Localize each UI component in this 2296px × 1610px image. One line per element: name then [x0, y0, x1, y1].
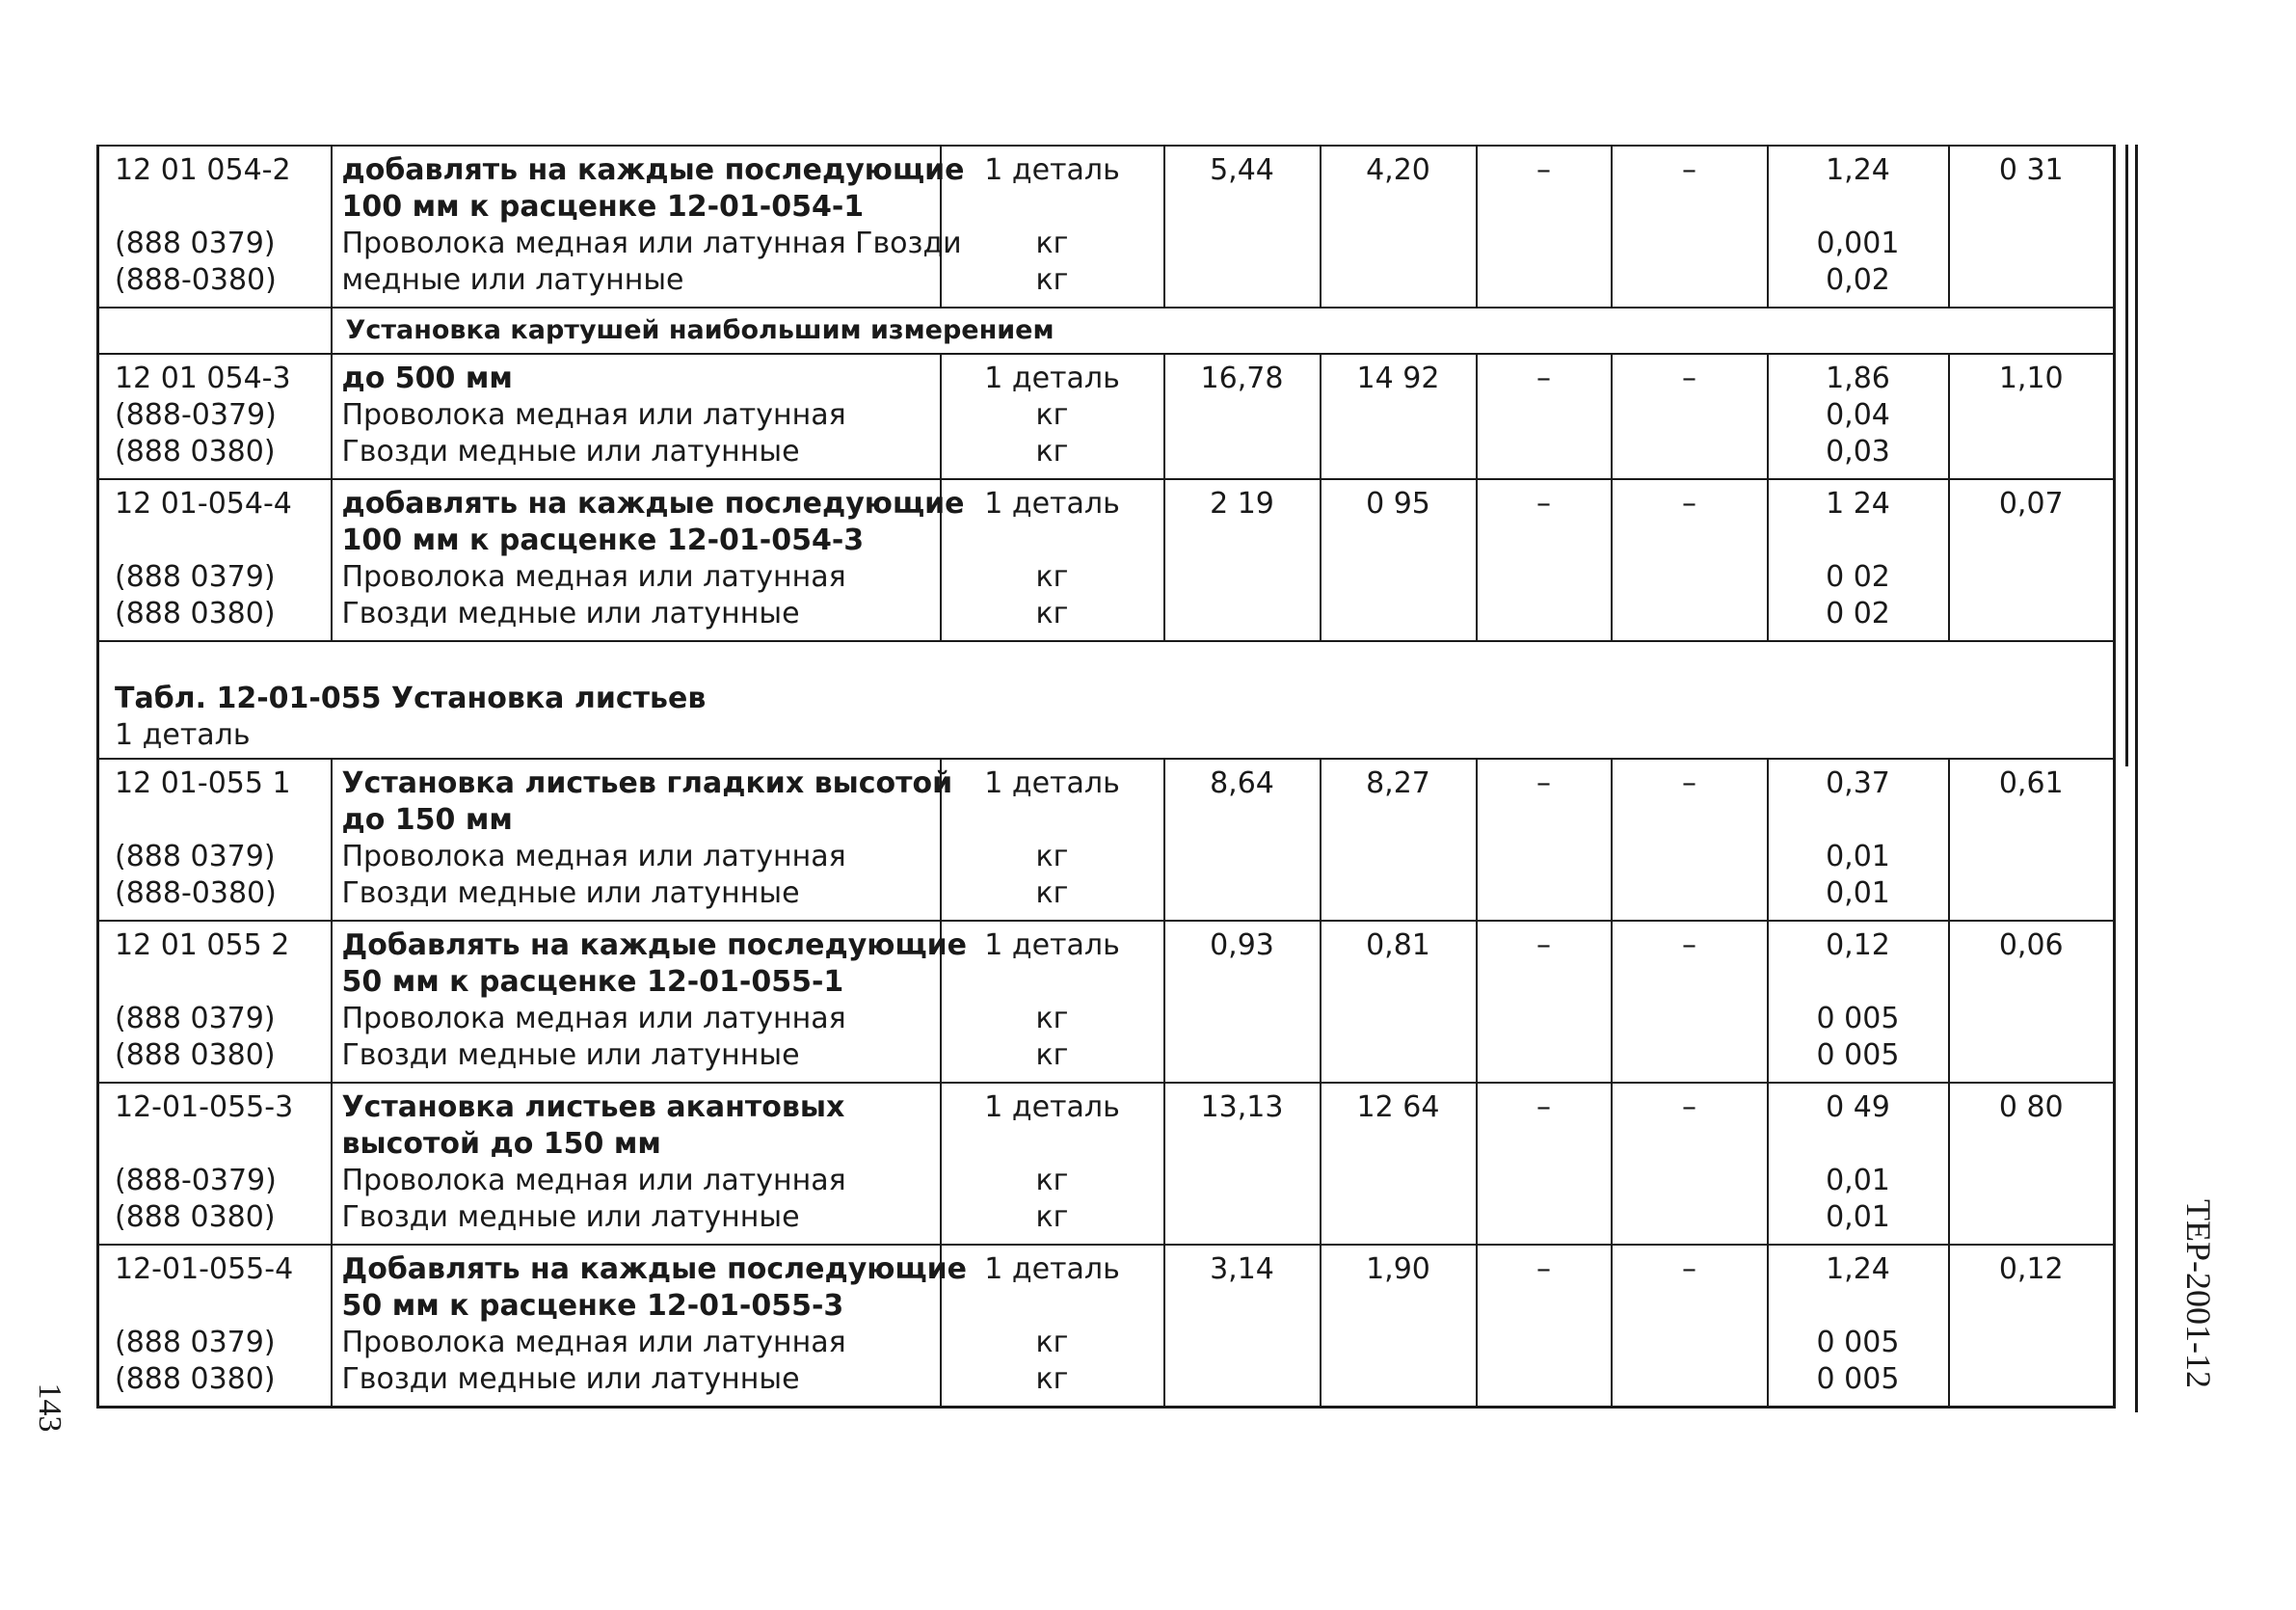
unit-cell-line [951, 523, 1154, 559]
value-cell-c5 [1768, 921, 1949, 1083]
code-cell [98, 354, 332, 479]
code-cell-line [115, 802, 321, 839]
value-cell-c3 [1477, 354, 1612, 479]
description-cell-line: Гвозди медные или латунные [341, 876, 800, 910]
value-cell-c1-line: 3,14 [1210, 1252, 1274, 1286]
value-cell-c1 [1164, 479, 1321, 641]
value-cell-c5-line [1778, 523, 1938, 559]
description-cell [332, 354, 941, 479]
value-cell-c5-line: 0,03 [1826, 435, 1890, 469]
code-cell-line: 12 01 055 2 [115, 928, 290, 962]
value-cell-c4-line: – [1682, 1252, 1696, 1286]
unit-cell-line: кг [1035, 1002, 1069, 1035]
value-cell-c1 [1164, 1245, 1321, 1408]
value-cell-c6 [1949, 921, 2115, 1083]
value-cell-c6 [1949, 1083, 2115, 1245]
value-cell-c5 [1768, 1245, 1949, 1408]
value-cell-c6 [1949, 1245, 2115, 1408]
unit-cell [941, 354, 1164, 479]
code-cell-line: (888 0379) [115, 840, 276, 873]
code-cell [98, 146, 332, 308]
unit-cell-line: 1 деталь [984, 487, 1120, 521]
table-row [98, 759, 2115, 921]
code-cell-line [115, 1288, 321, 1325]
value-cell-c5 [1768, 146, 1949, 308]
section-heading-row [98, 308, 2115, 354]
value-cell-c1 [1164, 759, 1321, 921]
description-cell-line: Гвозди медные или латунные [341, 597, 800, 631]
value-cell-c1-line: 16,78 [1200, 362, 1284, 395]
value-cell-c4 [1612, 479, 1768, 641]
unit-cell-line: кг [1035, 1362, 1069, 1396]
value-cell-c5-line: 1,86 [1826, 362, 1890, 395]
value-cell-c2-line: 8,27 [1366, 766, 1430, 800]
table-row [98, 146, 2115, 308]
table-heading-row [98, 641, 2115, 759]
value-cell-c6-line: 0,12 [1998, 1252, 2064, 1286]
unit-cell [941, 759, 1164, 921]
description-cell-line: 100 мм к расценке 12-01-054-3 [341, 523, 865, 557]
value-cell-c2 [1321, 1083, 1477, 1245]
description-cell-line: Проволока медная или латунная [341, 398, 846, 432]
value-cell-c6 [1949, 354, 2115, 479]
description-cell-line: Проволока медная или латунная [341, 840, 846, 873]
value-cell-c4-line: – [1682, 928, 1696, 962]
value-cell-c5-line: 0 49 [1826, 1090, 1890, 1124]
table-row [98, 921, 2115, 1083]
value-cell-c1-line: 0,93 [1210, 928, 1274, 962]
value-cell-c5-line: 0,01 [1826, 876, 1890, 910]
value-cell-c3-line: – [1536, 487, 1551, 521]
value-cell-c6-line: 0,61 [1998, 766, 2064, 800]
unit-cell [941, 146, 1164, 308]
value-cell-c6-line: 0,07 [1998, 487, 2064, 521]
value-cell-c3 [1477, 1245, 1612, 1408]
value-cell-c5-line: 0,02 [1826, 263, 1890, 297]
value-cell-c2 [1321, 921, 1477, 1083]
description-cell [332, 146, 965, 308]
value-cell-c3-line: – [1536, 928, 1551, 962]
code-cell-line: (888 0380) [115, 1200, 276, 1234]
value-cell-c2 [1321, 354, 1477, 479]
description-cell [332, 921, 967, 1083]
value-cell-c5-line: 0,01 [1826, 1164, 1890, 1197]
value-cell-c5-line: 0,001 [1816, 227, 1900, 260]
unit-cell-line: кг [1035, 1038, 1069, 1072]
document-code: ТЕР-2001-12 [2179, 1199, 2218, 1388]
unit-cell-line: кг [1035, 1326, 1069, 1359]
value-cell-c4 [1612, 354, 1768, 479]
value-cell-c4-line: – [1682, 487, 1696, 521]
page-number: 143 [32, 1382, 67, 1433]
description-cell-line: 50 мм к расценке 12-01-055-3 [341, 1289, 844, 1323]
value-cell-c6 [1949, 146, 2115, 308]
description-cell-line: Гвозди медные или латунные [341, 435, 800, 469]
value-cell-c5-line: 0 02 [1826, 560, 1890, 594]
unit-cell-line: 1 деталь [984, 362, 1120, 395]
value-cell-c1 [1164, 921, 1321, 1083]
right-border-line-outer [2135, 145, 2138, 1412]
unit-cell-line: 1 деталь [984, 928, 1120, 962]
value-cell-c4 [1612, 921, 1768, 1083]
description-cell-line: Проволока медная или латунная [341, 560, 846, 594]
description-cell [332, 479, 965, 641]
value-cell-c4 [1612, 146, 1768, 308]
value-cell-c5-line [1778, 802, 1938, 839]
value-cell-c3 [1477, 759, 1612, 921]
unit-cell-line: кг [1035, 227, 1069, 260]
description-cell-line: Проволока медная или латунная Гвозди [341, 227, 962, 260]
empty-cell [98, 308, 332, 354]
code-cell-line: 12 01-055 1 [115, 766, 291, 800]
table-unit: 1 деталь [115, 718, 251, 752]
value-cell-c2-line: 0,81 [1366, 928, 1430, 962]
description-cell-line: Проволока медная или латунная [341, 1326, 846, 1359]
value-cell-c5 [1768, 759, 1949, 921]
description-cell-line: Гвозди медные или латунные [341, 1200, 800, 1234]
value-cell-c3 [1477, 146, 1612, 308]
value-cell-c4 [1612, 1245, 1768, 1408]
value-cell-c6-line: 0,06 [1998, 928, 2064, 962]
description-cell-line: Установка листьев акантовых [341, 1090, 845, 1124]
right-border-line [2125, 145, 2128, 766]
unit-cell-line: 1 деталь [984, 1090, 1120, 1124]
value-cell-c4-line: – [1682, 153, 1696, 187]
description-cell-line: до 150 мм [341, 803, 513, 837]
value-cell-c1 [1164, 146, 1321, 308]
description-cell-line: 50 мм к расценке 12-01-055-1 [341, 965, 844, 999]
value-cell-c5-line: 0,04 [1826, 398, 1890, 432]
value-cell-c3 [1477, 921, 1612, 1083]
value-cell-c5 [1768, 1083, 1949, 1245]
code-cell [98, 1245, 332, 1408]
value-cell-c2-line: 14 92 [1356, 362, 1440, 395]
description-cell [332, 759, 953, 921]
unit-cell-line: кг [1035, 435, 1069, 469]
value-cell-c5-line: 0 005 [1816, 1326, 1900, 1359]
value-cell-c3-line: – [1536, 362, 1551, 395]
code-cell-line: (888 0380) [115, 1038, 276, 1072]
value-cell-c5-line: 0 005 [1816, 1362, 1900, 1396]
description-cell-line: Гвозди медные или латунные [341, 1362, 800, 1396]
unit-cell [941, 921, 1164, 1083]
description-cell [332, 1083, 941, 1245]
unit-cell-line: кг [1035, 263, 1069, 297]
code-cell-line: 12-01-055-4 [115, 1252, 294, 1286]
value-cell-c5-line: 0,01 [1826, 840, 1890, 873]
value-cell-c4 [1612, 1083, 1768, 1245]
value-cell-c3 [1477, 479, 1612, 641]
table-row [98, 479, 2115, 641]
code-cell-line: (888 0379) [115, 1326, 276, 1359]
value-cell-c2-line: 1,90 [1366, 1252, 1430, 1286]
code-cell-line: (888 0379) [115, 1002, 276, 1035]
value-cell-c1-line: 13,13 [1200, 1090, 1284, 1124]
unit-cell-line: кг [1035, 560, 1069, 594]
value-cell-c5-line: 1 24 [1826, 487, 1890, 521]
value-cell-c3-line: – [1536, 1090, 1551, 1124]
value-cell-c2-line: 4,20 [1366, 153, 1430, 187]
value-cell-c1 [1164, 354, 1321, 479]
value-cell-c6-line: 1,10 [1998, 362, 2064, 395]
value-cell-c2 [1321, 479, 1477, 641]
table-heading [98, 641, 2115, 759]
value-cell-c2 [1321, 759, 1477, 921]
code-cell [98, 921, 332, 1083]
unit-cell [941, 1245, 1164, 1408]
value-cell-c5-line [1778, 189, 1938, 226]
value-cell-c4 [1612, 759, 1768, 921]
unit-cell-line [951, 1126, 1154, 1163]
description-cell-line: Установка листьев гладких высотой [341, 766, 953, 800]
value-cell-c5-line: 0 02 [1826, 597, 1890, 631]
value-cell-c5-line: 0,37 [1826, 766, 1890, 800]
unit-cell [941, 1083, 1164, 1245]
value-cell-c2-line: 0 95 [1366, 487, 1430, 521]
value-cell-c5-line: 1,24 [1826, 1252, 1890, 1286]
value-cell-c3-line: – [1536, 766, 1551, 800]
table-body [98, 146, 2115, 1408]
code-cell-line: (888 0380) [115, 597, 276, 631]
code-cell-line: 12-01-055-3 [115, 1090, 294, 1124]
value-cell-c2 [1321, 146, 1477, 308]
value-cell-c3-line: – [1536, 153, 1551, 187]
value-cell-c5-line: 0 005 [1816, 1038, 1900, 1072]
unit-cell-line [951, 1288, 1154, 1325]
unit-cell [941, 479, 1164, 641]
code-cell-line: (888 0380) [115, 1362, 276, 1396]
description-cell-line: 100 мм к расценке 12-01-054-1 [341, 190, 865, 224]
value-cell-c1-line: 8,64 [1210, 766, 1274, 800]
description-cell-line: медные или латунные [341, 263, 684, 297]
value-cell-c1-line: 5,44 [1210, 153, 1274, 187]
description-cell-line: Проволока медная или латунная [341, 1164, 846, 1197]
value-cell-c5-line [1778, 1288, 1938, 1325]
code-cell-line: (888-0379) [115, 1164, 277, 1197]
unit-cell-line: кг [1035, 1164, 1069, 1197]
description-cell-line: добавлять на каждые последующие [341, 487, 965, 521]
unit-cell-line [951, 964, 1154, 1001]
unit-cell-line: 1 деталь [984, 766, 1120, 800]
value-cell-c5-line [1778, 964, 1938, 1001]
code-cell-line: 12 01-054-4 [115, 487, 292, 521]
value-cell-c1 [1164, 1083, 1321, 1245]
code-cell-line: (888 0379) [115, 227, 276, 260]
code-cell-line [115, 189, 321, 226]
code-cell-line [115, 964, 321, 1001]
description-cell-line: Добавлять на каждые последующие [341, 1252, 967, 1286]
value-cell-c5-line: 0,12 [1826, 928, 1890, 962]
unit-cell-line: кг [1035, 876, 1069, 910]
unit-cell-line [951, 802, 1154, 839]
unit-cell-line: 1 деталь [984, 153, 1120, 187]
table-row [98, 1083, 2115, 1245]
value-cell-c2-line: 12 64 [1356, 1090, 1440, 1124]
code-cell-line: 12 01 054-3 [115, 362, 291, 395]
code-cell [98, 759, 332, 921]
value-cell-c5-line: 0 005 [1816, 1002, 1900, 1035]
code-cell-line: 12 01 054-2 [115, 153, 291, 187]
value-cell-c4-line: – [1682, 1090, 1696, 1124]
code-cell [98, 1083, 332, 1245]
value-cell-c5-line [1778, 1126, 1938, 1163]
table-row [98, 354, 2115, 479]
value-cell-c3 [1477, 1083, 1612, 1245]
description-cell [332, 1245, 967, 1408]
value-cell-c5-line: 0,01 [1826, 1200, 1890, 1234]
value-cell-c6-line: 0 31 [1998, 153, 2064, 187]
description-cell-line: добавлять на каждые последующие [341, 153, 965, 187]
code-cell-line: (888-0380) [115, 876, 277, 910]
code-cell-line [115, 523, 321, 559]
code-cell-line [115, 1126, 321, 1163]
unit-cell-line: кг [1035, 1200, 1069, 1234]
value-cell-c6 [1949, 759, 2115, 921]
value-cell-c3-line: – [1536, 1252, 1551, 1286]
unit-cell-line: кг [1035, 398, 1069, 432]
value-cell-c2 [1321, 1245, 1477, 1408]
code-cell-line: (888 0380) [115, 435, 276, 469]
code-cell [98, 479, 332, 641]
value-cell-c5 [1768, 354, 1949, 479]
unit-cell-line: 1 деталь [984, 1252, 1120, 1286]
value-cell-c4-line: – [1682, 362, 1696, 395]
description-cell-line: Добавлять на каждые последующие [341, 928, 967, 962]
value-cell-c6-line: 0 80 [1998, 1090, 2064, 1124]
code-cell-line: (888 0379) [115, 560, 276, 594]
value-cell-c1-line: 2 19 [1210, 487, 1274, 521]
value-cell-c5-line: 1,24 [1826, 153, 1890, 187]
unit-cell-line [951, 189, 1154, 226]
description-cell-line: Проволока медная или латунная [341, 1002, 846, 1035]
unit-cell-line: кг [1035, 597, 1069, 631]
table-title: Табл. 12-01-055 Установка листьев [115, 682, 707, 715]
code-cell-line: (888-0379) [115, 398, 277, 432]
description-cell-line: Гвозди медные или латунные [341, 1038, 800, 1072]
description-cell-line: высотой до 150 мм [341, 1127, 661, 1161]
code-cell-line: (888-0380) [115, 263, 277, 297]
value-cell-c5 [1768, 479, 1949, 641]
value-cell-c6 [1949, 479, 2115, 641]
table-row [98, 1245, 2115, 1408]
rates-table [96, 145, 2116, 1409]
description-cell-line: до 500 мм [341, 362, 513, 395]
section-heading: Установка картушей наибольшим измерением [332, 308, 2115, 354]
value-cell-c4-line: – [1682, 766, 1696, 800]
unit-cell-line: кг [1035, 840, 1069, 873]
